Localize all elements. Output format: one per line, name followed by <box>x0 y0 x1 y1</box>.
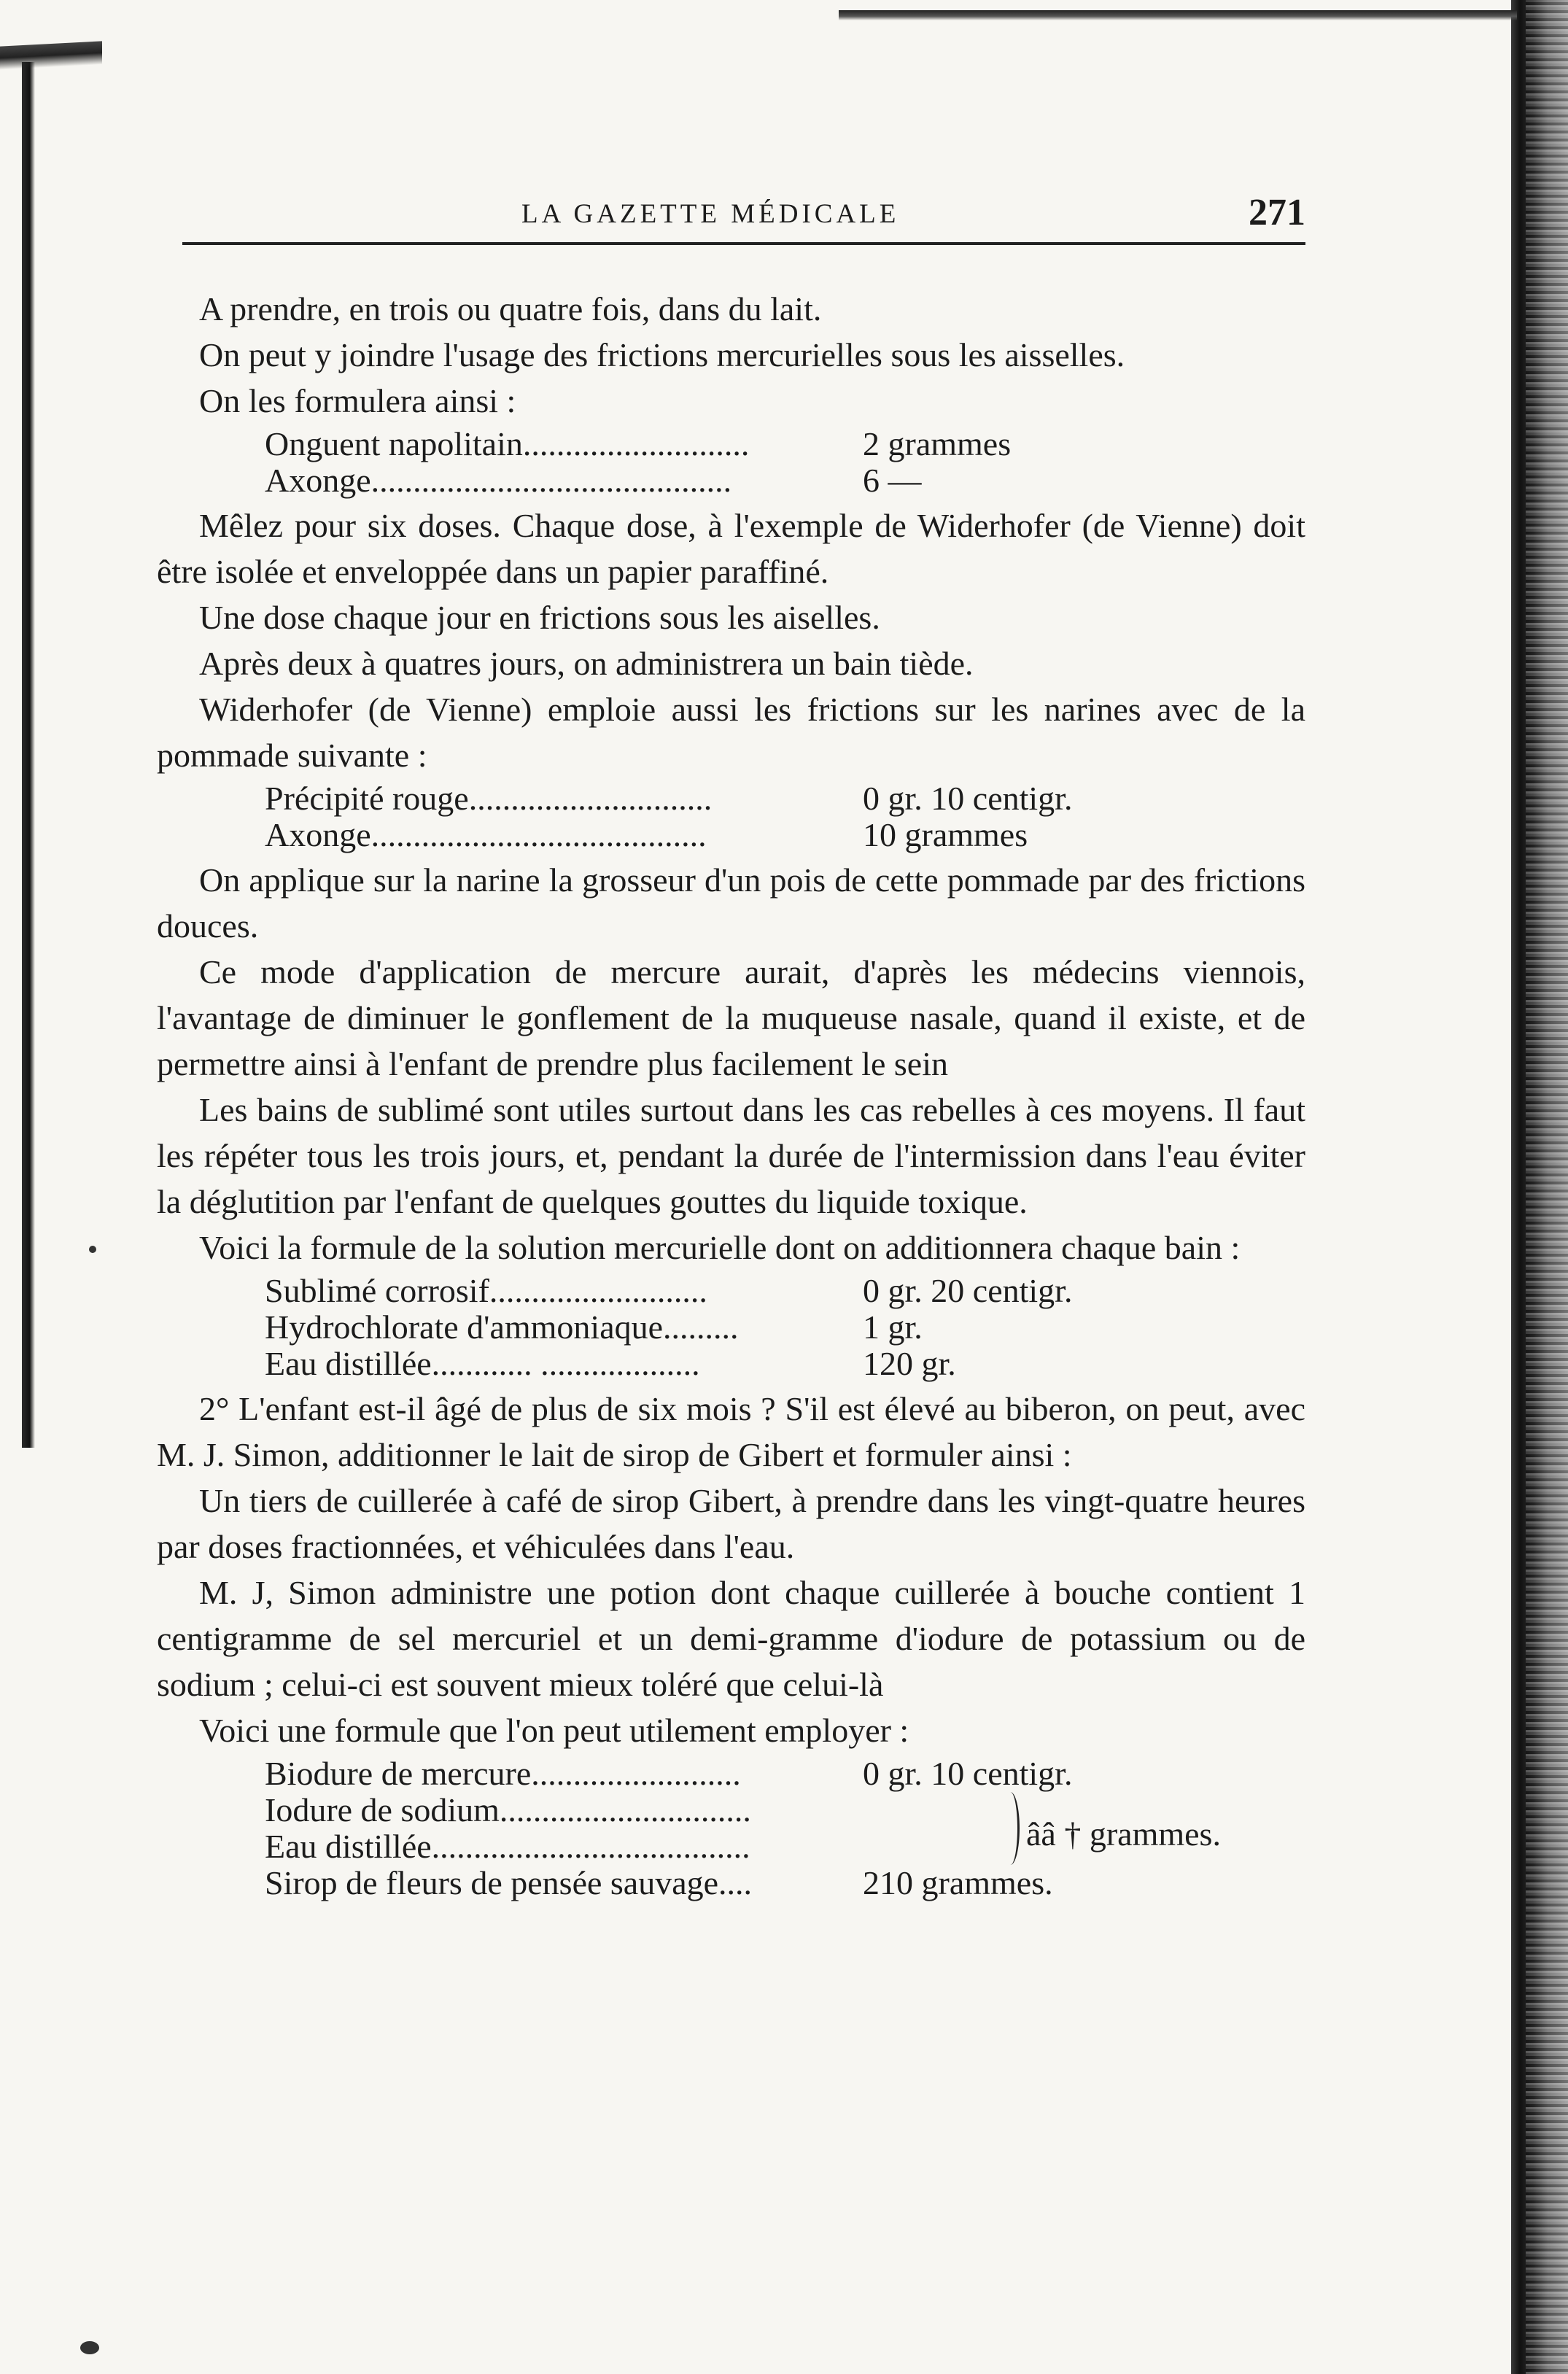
running-header <box>182 191 1305 245</box>
recipe-ingredient: Iodure de sodium.............................. <box>265 1791 751 1828</box>
recipe-bracket-group <box>157 1792 1305 1865</box>
paragraph: Une dose chaque jour en frictions sous les aiselles. <box>199 599 880 636</box>
paragraph: Mêlez pour six doses. Chaque dose, à l'exemple de Widerhofer (de Vienne) doit être isolée et enveloppée dans un papier paraffiné. <box>157 507 1305 590</box>
recipe-row <box>157 1756 1305 1792</box>
recipe-quantity: 1 gr. <box>863 1308 923 1346</box>
scan-edge-right <box>1511 0 1568 2374</box>
recipe-ingredient: Sirop de fleurs de pensée sauvage.... <box>265 1864 753 1901</box>
paragraph: Un tiers de cuillerée à café de sirop Gibert, à prendre dans les vingt-quatre heures par doses fractionnées, et véhiculées dans l'eau. <box>157 1482 1305 1565</box>
recipe-quantity: 2 grammes <box>863 425 1012 462</box>
paragraph: Les bains de sublimé sont utiles surtout dans les cas rebelles à ces moyens. Il faut les répéter tous les trois jours, et, pendant la durée de l'intermission dans l'eau éviter la déglutition par l'enfant de quelques gouttes du liquide toxique. <box>157 1091 1305 1220</box>
scan-edge-left <box>22 62 35 1448</box>
recipe-row <box>157 1273 1305 1309</box>
recipe-quantity: 6 — <box>863 462 922 499</box>
recipe-quantity: 10 grammes <box>863 816 1028 853</box>
paragraph: On peut y joindre l'usage des frictions mercurielles sous les aisselles. <box>199 336 1125 373</box>
scan-speck <box>89 1246 96 1253</box>
curly-brace <box>1001 1792 1020 1865</box>
recipe-quantity: 0 gr. 10 centigr. <box>863 1755 1073 1792</box>
paragraph: A prendre, en trois ou quatre fois, dans du lait. <box>199 290 822 327</box>
recipe-ingredient: Axonge........................................ <box>265 816 707 853</box>
text-blocks <box>157 286 1305 1753</box>
running-title: LA GAZETTE MÉDICALE <box>521 199 900 229</box>
recipe-quantity: 0 gr. 20 centigr. <box>863 1272 1073 1309</box>
recipe-ingredient: Eau distillée...................................... <box>265 1828 750 1865</box>
page-number: 271 <box>1249 192 1305 233</box>
paragraph: On applique sur la narine la grosseur d'un pois de cette pommade par des frictions douces. <box>157 861 1305 944</box>
final-recipe <box>157 1756 1305 1901</box>
recipe-ingredient: Axonge........................................... <box>265 462 732 499</box>
recipe-row <box>157 462 1305 499</box>
recipe-shared-quantity: ââ † grammes. <box>1026 1815 1221 1853</box>
recipe-ingredient: Eau distillée............ ................... <box>265 1345 700 1382</box>
recipe <box>157 780 1305 853</box>
paragraph: 2° L'enfant est-il âgé de plus de six mois ? S'il est élevé au biberon, on peut, avec M. J. Simon, additionner le lait de sirop de Gibert et formuler ainsi : <box>157 1390 1305 1473</box>
paragraph: On les formulera ainsi : <box>199 382 516 419</box>
recipe-ingredient: Sublimé corrosif.......................... <box>265 1272 707 1309</box>
recipe-quantity: 210 grammes. <box>863 1864 1053 1901</box>
paragraph: Widerhofer (de Vienne) emploie aussi les frictions sur les narines avec de la pommade suivante : <box>157 691 1305 774</box>
recipe-ingredient: Onguent napolitain........................... <box>265 425 750 462</box>
paragraph: Voici une formule que l'on peut utilement employer : <box>199 1712 909 1749</box>
recipe-row <box>157 780 1305 817</box>
recipe <box>157 426 1305 499</box>
recipe-row <box>157 1309 1305 1346</box>
recipe <box>157 1273 1305 1382</box>
recipe-row <box>157 1865 1305 1901</box>
recipe-row <box>157 1346 1305 1382</box>
paragraph: M. J, Simon administre une potion dont chaque cuillerée à bouche contient 1 centigramme de sel mercuriel et un demi-gramme d'iodure de potassium ou de sodium ; celui-ci est souvent mieux toléré que celui-là <box>157 1574 1305 1703</box>
recipe-row <box>157 426 1305 462</box>
recipe-quantity: 0 gr. 10 centigr. <box>863 780 1073 817</box>
recipe-row <box>157 817 1305 853</box>
paragraph: Voici la formule de la solution mercurielle dont on additionnera chaque bain : <box>199 1229 1241 1266</box>
recipe-ingredient: Biodure de mercure......................... <box>265 1755 741 1792</box>
scan-edge-top <box>839 10 1517 20</box>
scan-speck <box>80 2341 99 2354</box>
recipe-quantity: 120 gr. <box>863 1345 956 1382</box>
body-text <box>157 286 1305 1905</box>
paragraph: Après deux à quatres jours, on administrera un bain tiède. <box>199 645 974 682</box>
recipe-ingredient: Précipité rouge............................. <box>265 780 713 817</box>
recipe-ingredient: Hydrochlorate d'ammoniaque......... <box>265 1308 739 1346</box>
paragraph: Ce mode d'application de mercure aurait, d'après les médecins viennois, l'avantage de diminuer le gonflement de la muqueuse nasale, quand il existe, et de permettre ainsi à l'enfant de prendre plus facilement le sein <box>157 953 1305 1082</box>
scan-edge-left-top <box>0 41 102 69</box>
